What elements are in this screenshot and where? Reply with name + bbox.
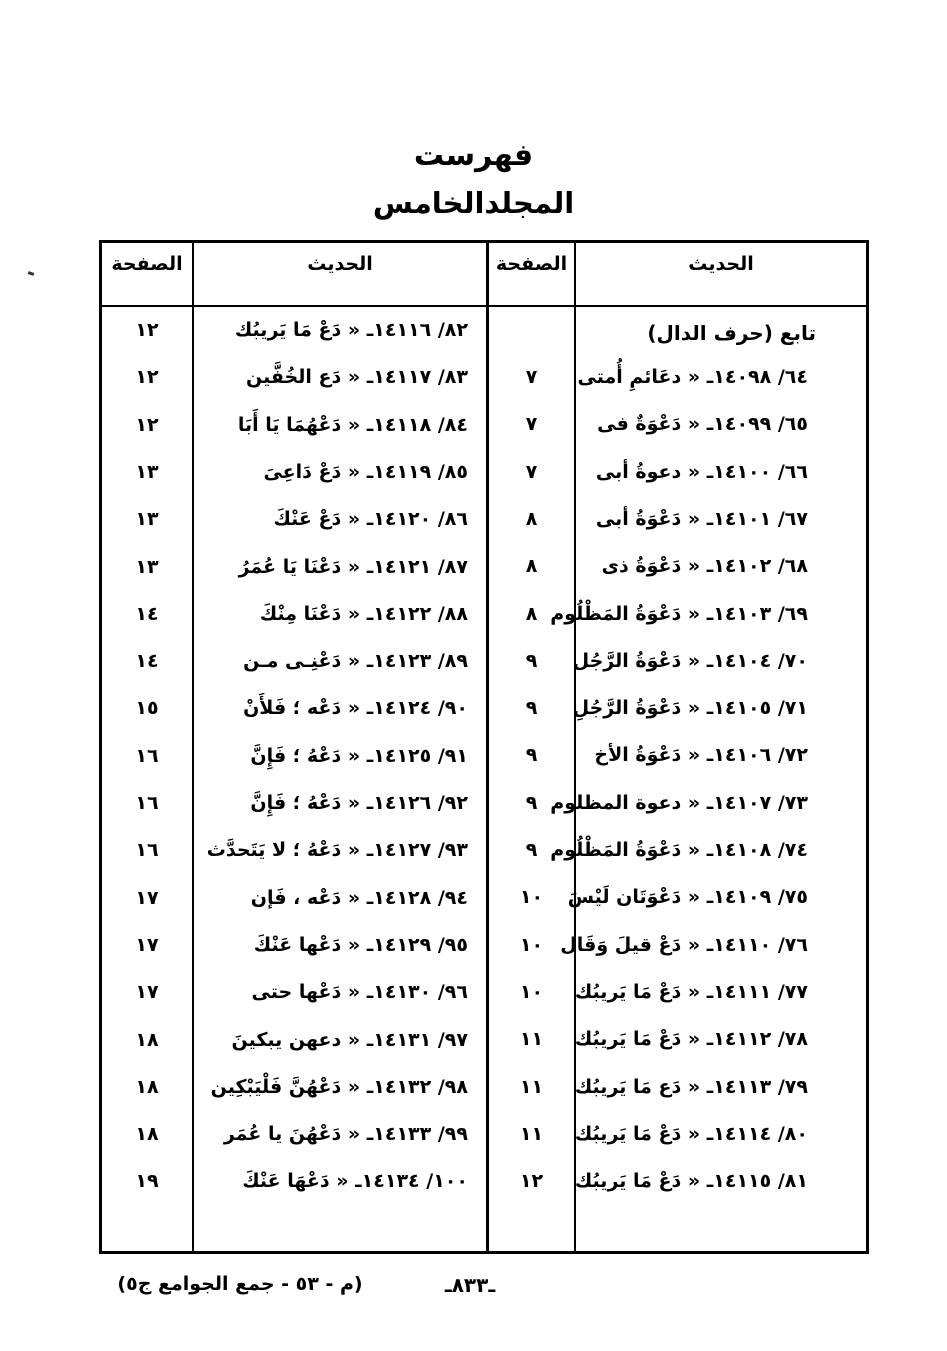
hadith-entry: ٨٣/ ١٤١١٧ـ « دَع الخُفَّين [246,366,468,389]
hadith-entry: ٩٥/ ١٤١٢٩ـ « دَعْها عَنْكَ [253,933,468,956]
page-ref: ١٠ [519,886,544,909]
page-ref: ١٧ [135,886,159,909]
page-ref: ١٢ [135,366,159,389]
hadith-entry: ٧٢/ ١٤١٠٦ـ « دَعْوَةُ الأخ [594,744,808,767]
table-row [102,313,866,359]
table-row [102,1164,866,1210]
stray-mark [28,271,35,276]
page-ref: ٧ [525,413,538,436]
hadith-entry: ٩٢/ ١٤١٢٦ـ « دَعْهُ ؛ فَإِنَّ [250,792,468,814]
page-ref: ١٧ [135,933,159,956]
page-ref: ١١ [519,1122,544,1145]
page-ref: ٧ [525,460,538,483]
hadith-entry: ٧١/ ١٤١٠٥ـ « دَعْوَةُ الرَّجُلِ [572,697,808,720]
page-ref: ١٣ [135,460,159,483]
hadith-entry: ٩٩/ ١٤١٣٣ـ « دَعْهُنَ يا عُمَر [223,1123,468,1146]
hadith-entry: ٧٣/ ١٤١٠٧ـ « دعوة المظلوم [550,791,808,814]
left-hadith-header: الحديث [307,253,373,275]
right-hadith-header: الحديث [688,253,754,275]
hadith-entry: ٧٤/ ١٤١٠٨ـ « دَعْوَةُ المَظْلُوم [550,839,808,861]
page-ref: ١٦ [135,839,159,862]
table-row [102,1023,866,1069]
header-rule [102,305,866,307]
hadith-entry: ٨٩/ ١٤١٢٣ـ « دَعْنِـى مـن [243,650,468,673]
hadith-entry: ٨٥/ ١٤١١٩ـ « دَعْ دَاعِىَ [263,460,468,483]
table-row [102,360,866,406]
page-ref: ١٠ [519,933,544,956]
table-row [102,833,866,879]
hadith-entry: ٦٦/ ١٤١٠٠ـ « دعوةُ أبى [595,460,808,483]
page-ref: ١١ [519,1028,544,1051]
hadith-entry: ٧٦/ ١٤١١٠ـ « دَعْ قيلَ وَقَال [560,933,808,956]
hadith-entry: ٦٧/ ١٤١٠١ـ « دَعْوَةُ أبى [595,507,808,530]
hadith-entry: ٧٠/ ١٤١٠٤ـ « دَعْوَةُ الرَّجُل [572,649,808,672]
page-ref: ١٦ [135,744,159,767]
page-ref: ١١ [519,1075,544,1098]
table-row [102,691,866,737]
hadith-entry: ٩٧/ ١٤١٣١ـ « دعهن يبكينَ [231,1028,468,1051]
table-row [102,1070,866,1116]
page-ref: ١٨ [135,1123,159,1146]
page-subtitle: المجلدالخامس [372,186,575,220]
page-ref: ٧ [525,366,538,388]
page-number: ـ٨٣٣ـ [444,1273,496,1297]
page-ref: ٩ [525,697,538,720]
hadith-entry: ٦٨/ ١٤١٠٢ـ « دَعْوَةُ ذى [601,555,808,578]
table-row [102,1117,866,1163]
hadith-entry: ٨٨/ ١٤١٢٢ـ « دَعْنَا مِنْكَ [259,602,468,625]
table-row [102,408,866,454]
page-ref: ١٤ [135,650,159,673]
hadith-entry: ٩٨/ ١٤١٣٢ـ « دَعْهُنَّ فَلْيَبْكِين [210,1075,468,1098]
page-title: فهرست [413,138,534,173]
hadith-entry: ٨٦/ ١٤١٢٠ـ « دَعْ عَنْكَ [273,508,468,531]
hadith-entry: ٩٠/ ١٤١٢٤ـ « دَعْه ؛ فَلأَنْ [243,697,468,720]
page-ref: ٩ [525,649,538,672]
table-row [102,786,866,832]
page-ref: ٩ [525,839,538,861]
table-row [102,550,866,596]
table-row [102,502,866,548]
hadith-entry: ٩٦/ ١٤١٣٠ـ « دَعْها حتى [251,981,468,1004]
hadith-entry: ٨٤/ ١٤١١٨ـ « دَعْهُمَا يَا أَبَا [237,413,468,436]
page-ref: ١٠ [519,980,544,1003]
table-row [102,739,866,785]
page-ref: ٩ [525,744,538,767]
hadith-entry: ٩٤/ ١٤١٢٨ـ « دَعْه ، فَإن [250,886,468,909]
page-ref: ١٢ [135,413,159,436]
page-ref: ٨ [525,602,538,625]
page-ref: ١٣ [135,508,159,531]
page-ref: ٨ [525,555,538,578]
hadith-entry: ٧٩/ ١٤١١٣ـ « دَع مَا يَريبُك [574,1075,808,1098]
page-ref: ١٩ [135,1170,159,1193]
page-ref: ١٨ [135,1075,159,1098]
table-row [102,975,866,1021]
right-page-header: الصفحة [495,253,568,275]
hadith-entry: ٦٩/ ١٤١٠٣ـ « دَعْوَةُ المَظْلُوم [550,602,808,625]
hadith-entry: ١٠٠/ ١٤١٣٤ـ « دَعْهَا عَنْكَ [242,1170,468,1193]
section-label: تابع (حرف الدال) [647,321,816,345]
page-ref: ١٢ [519,1170,544,1193]
hadith-entry: ٩٣/ ١٤١٢٧ـ « دَعْهُ ؛ لا يَتَحدَّث [206,839,468,862]
page-ref: ١٥ [135,697,159,720]
hadith-entry: ٧٧/ ١٤١١١ـ « دَعْ مَا يَريبُك [574,980,808,1003]
volume-reference: (م - ٥٣ - جمع الجوامع ج٥) [117,1273,363,1295]
hadith-entry: ٦٤/ ١٤٠٩٨ـ « دعَائمِ أُمتى [577,366,808,388]
page-ref: ١٨ [135,1028,159,1051]
hadith-entry: ٧٨/ ١٤١١٢ـ « دَعْ مَا يَريبُك [574,1028,808,1051]
hadith-entry: ٨٢/ ١٤١١٦ـ « دَعْ مَا يَريبُك [234,319,468,341]
index-table [99,240,869,1254]
hadith-entry: ٧٥/ ١٤١٠٩ـ « دَعْوَتَان لَيْسَ [567,886,808,909]
table-row [102,597,866,643]
page-ref: ١٧ [135,981,159,1004]
page-ref: ٩ [525,791,538,814]
page-ref: ١٦ [135,792,159,814]
page-ref: ٨ [525,507,538,530]
hadith-entry: ٦٥/ ١٤٠٩٩ـ « دَعْوَةٌ فى [597,413,808,436]
page-ref: ١٢ [135,319,159,341]
page-ref: ١٤ [135,602,159,625]
table-row [102,881,866,927]
hadith-entry: ٨٧/ ١٤١٢١ـ « دَعْنَا يَا عُمَرُ [238,555,468,578]
table-row [102,455,866,501]
left-page-header: الصفحة [111,253,183,275]
hadith-entry: ٩١/ ١٤١٢٥ـ « دَعْهُ ؛ فَإِنَّ [250,744,468,767]
hadith-entry: ٨٠/ ١٤١١٤ـ « دَعْ مَا يَريبُك [574,1122,808,1145]
table-row [102,644,866,690]
hadith-entry: ٨١/ ١٤١١٥ـ « دَعْ مَا يَريبُك [574,1170,808,1193]
page-ref: ١٣ [135,555,159,578]
table-row [102,928,866,974]
